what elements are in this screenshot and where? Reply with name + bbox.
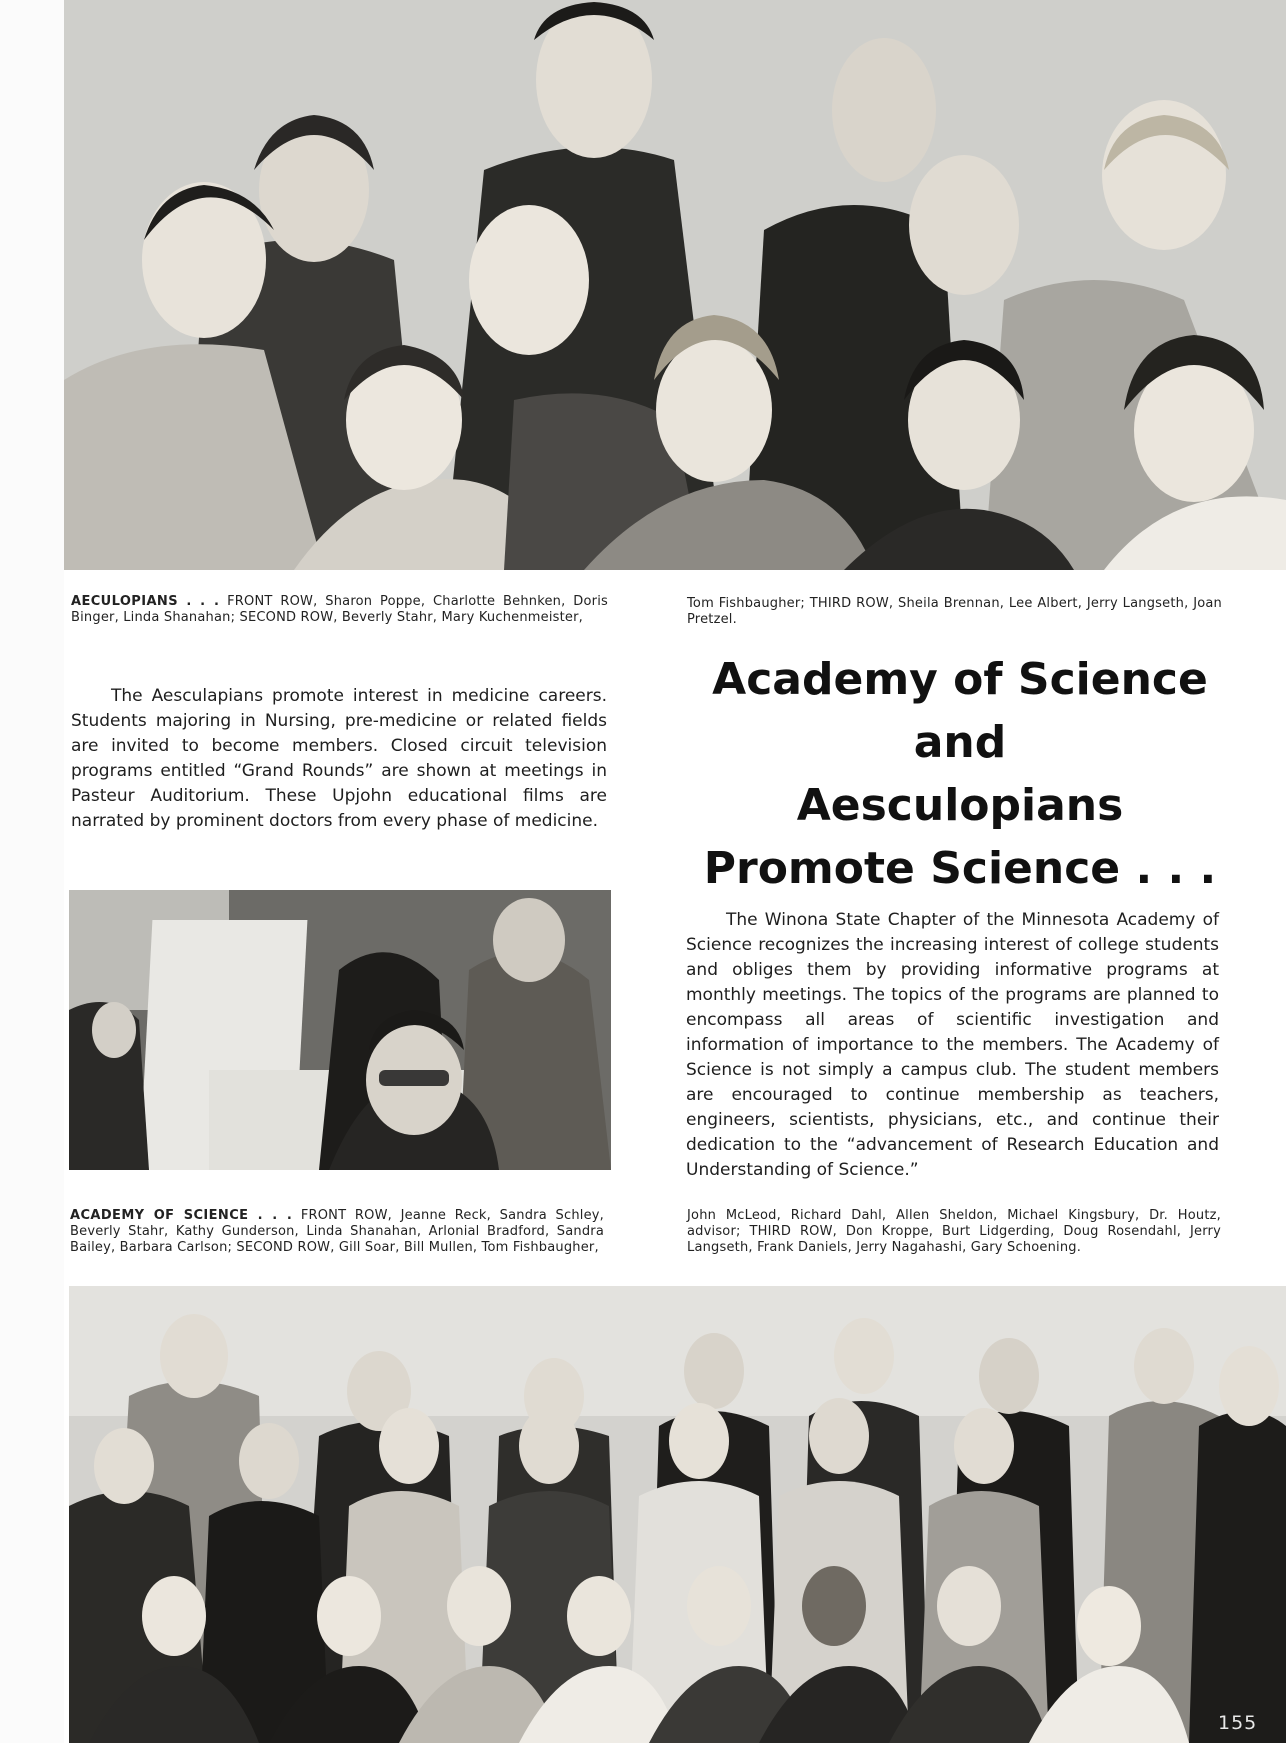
page-gutter (0, 0, 64, 1743)
academy-caption-names: FRONT ROW, Jeanne Reck, Sandra Schley, Beverly Stahr, Kathy Gunderson, Linda Shanahan, Arlonial Bradford, Sandra Bailey, Barbara Carlson; SECOND ROW, Gill Soar, Bill Mullen, Tom Fishbaugher, (70, 1208, 604, 1255)
academy-caption-left (70, 1208, 604, 1256)
aesculopians-caption-left (71, 594, 608, 626)
aesculopians-caption-names: FRONT ROW, Sharon Poppe, Charlotte Behnken, Doris Binger, Linda Shanahan; SECOND ROW, Beverly Stahr, Mary Kuchenmeister, (71, 594, 608, 625)
aesculopians-caption-label: AECULOPIANS . . . (71, 594, 220, 609)
aesculopians-group-photo (64, 0, 1286, 570)
academy-group-photo (69, 1286, 1286, 1743)
aesculopians-caption-right: Tom Fishbaugher; THIRD ROW, Sheila Brennan, Lee Albert, Jerry Langseth, Joan Pretzel. (687, 596, 1222, 627)
page-number: 155 (1218, 1712, 1258, 1734)
aesculopians-photo-figures (64, 0, 1286, 570)
aesculapians-description: The Aesculapians promote interest in medicine careers. Students majoring in Nursing, pre-medicine or related fields are invited to become members. Closed circuit television programs entitled “Grand Rounds” are shown at meetings in Pasteur Auditorium. These Upjohn educational films are narrated by prominent doctors from every phase of medicine. (71, 686, 607, 831)
academy-description: The Winona State Chapter of the Minnesota Academy of Science recognizes the increasing interest of college students and obliges them by providing informative programs at monthly meetings. The topics of the programs are planned to encompass all areas of scientific investigation and information of importance to the members. The Academy of Science is not simply a campus club. The student members are encouraged to continue membership as teachers, engineers, scientists, physicians, etc., and continue their dedication to the “advancement of Research Education and Understanding of Science.” (686, 910, 1219, 1180)
academy-caption-label: ACADEMY OF SCIENCE . . . (70, 1208, 293, 1223)
page-headline (680, 648, 1240, 900)
headline-line-4: Promote Science . . . (703, 843, 1217, 894)
academy-photo-figures (69, 1286, 1286, 1743)
headline-line-2: and (913, 717, 1007, 768)
headline-line-3: Aesculopians (796, 780, 1124, 831)
academy-caption-right: John McLeod, Richard Dahl, Allen Sheldon, Michael Kingsbury, Dr. Houtz, advisor; THIRD ROW, Don Kroppe, Burt Lidgerding, Doug Rosendahl, Jerry Langseth, Frank Daniels, Jerry Nagahashi, Gary Schoening. (687, 1208, 1221, 1255)
poster-display-figures (69, 890, 611, 1170)
headline-line-1: Academy of Science (712, 654, 1208, 705)
poster-display-photo (69, 890, 611, 1170)
